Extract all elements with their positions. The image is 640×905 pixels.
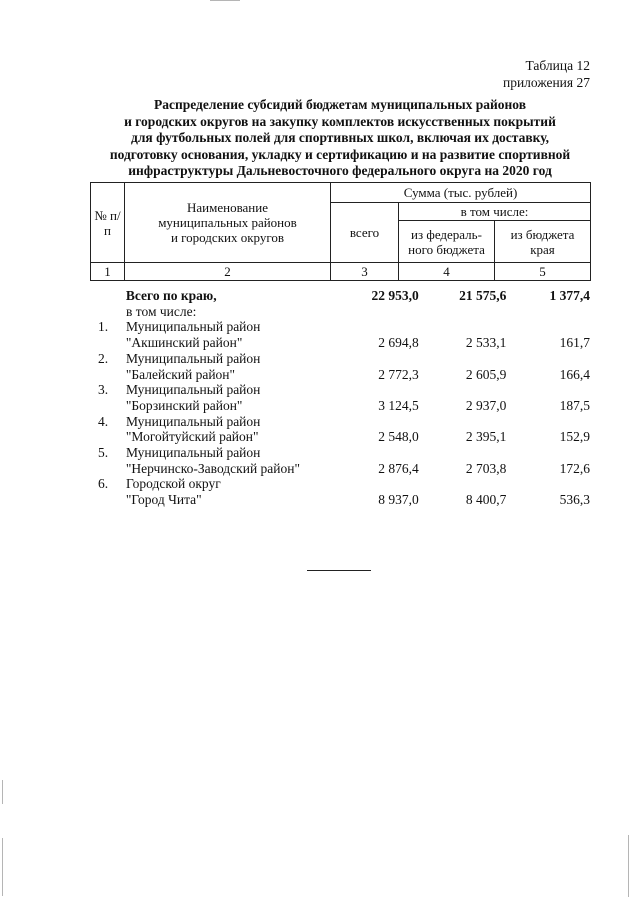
row-number: 2. [98,350,109,366]
row-federal: 2 395,1 [465,429,507,445]
scan-artifact [2,780,3,804]
row-federal: 2 533,1 [465,335,507,351]
row-regional: 536,3 [559,492,590,508]
table-row [90,398,590,414]
table-row [90,445,590,461]
column-number: 2 [125,263,331,281]
row-name-line2: "Город Чита" [125,492,202,508]
row-total: 2 694,8 [378,335,419,351]
document-title [75,97,605,180]
row-regional: 172,6 [559,460,590,476]
header-number: № п/п [91,183,125,263]
table-row [90,351,590,367]
column-number: 5 [495,263,591,281]
row-name-line2: "Могойтуйский район" [125,429,259,445]
including-label: в том числе: [126,303,197,319]
title-line: для футбольных полей для спортивных школ, включая их доставку, [131,130,549,146]
header-sum: Сумма (тыс. рублей) [331,183,591,203]
row-federal: 2 703,8 [465,460,507,476]
row-number: 1. [98,319,109,335]
title-line: Распределение субсидий бюджетам муниципальных районов [153,97,527,112]
totals-total: 22 953,0 [371,288,419,303]
row-regional: 161,7 [559,335,590,351]
row-number: 5. [98,445,109,461]
row-name-line1: Городской округ [126,476,221,492]
table-row [90,319,590,335]
scan-artifact [628,835,629,897]
header-including: в том числе: [399,203,591,221]
row-name-line1: Муниципальный район [126,319,261,335]
totals-label: Всего по краю, [125,288,217,303]
table-row [90,429,590,445]
row-name-line1: Муниципальный район [126,350,261,366]
header-name: Наименование муниципальных районов и городских округов [125,183,331,263]
table-row [90,414,590,430]
column-number: 1 [91,263,125,281]
row-name-line1: Муниципальный район [126,382,261,398]
table-reference [503,57,590,91]
table-row [90,476,590,492]
table-row [90,335,590,351]
row-total: 2 876,4 [378,460,419,476]
table-row [90,367,590,383]
table-header [90,182,591,281]
totals-federal: 21 575,6 [459,288,507,303]
row-name-line2: "Акшинский район" [125,335,243,351]
title-line: и городских округов на закупку комплектов искусственных покрытий [124,113,556,129]
row-federal: 2 937,0 [465,397,507,413]
row-regional: 166,4 [559,366,590,382]
totals-regional: 1 377,4 [549,288,590,303]
appendix-number: приложения 27 [502,75,590,90]
title-line: инфраструктуры Дальневосточного федерального округа на 2020 год [128,163,552,179]
row-total: 2 772,3 [378,366,419,382]
scan-artifact [2,838,3,896]
row-number: 3. [98,382,109,398]
row-total: 8 937,0 [378,492,419,508]
row-regional: 187,5 [559,397,590,413]
column-number: 4 [399,263,495,281]
table-body [90,288,590,508]
table-row [90,382,590,398]
column-number: 3 [331,263,399,281]
table-row [90,492,590,508]
row-name-line2: "Борзинский район" [125,397,243,413]
header-federal: из федераль-ного бюджета [399,221,495,263]
row-federal: 2 605,9 [465,366,507,382]
row-regional: 152,9 [559,429,590,445]
row-total: 2 548,0 [378,429,419,445]
table-row [90,461,590,477]
row-name-line1: Муниципальный район [126,413,261,429]
row-name-line2: "Балейский район" [125,366,236,382]
table-number: Таблица 12 [525,58,590,73]
totals-row [90,288,590,304]
header-regional: из бюджета края [495,221,591,263]
row-number: 6. [98,476,109,492]
including-row [90,304,590,320]
row-federal: 8 400,7 [465,492,507,508]
row-number: 4. [98,413,109,429]
scan-artifact [210,0,240,1]
row-total: 3 124,5 [378,397,419,413]
end-of-table-line [307,570,371,571]
row-name-line2: "Нерчинско-Заводский район" [125,460,300,476]
title-line: подготовку основания, укладку и сертификацию и на развитие спортивной [109,146,571,162]
row-name-line1: Муниципальный район [126,445,261,461]
header-total: всего [331,203,399,263]
